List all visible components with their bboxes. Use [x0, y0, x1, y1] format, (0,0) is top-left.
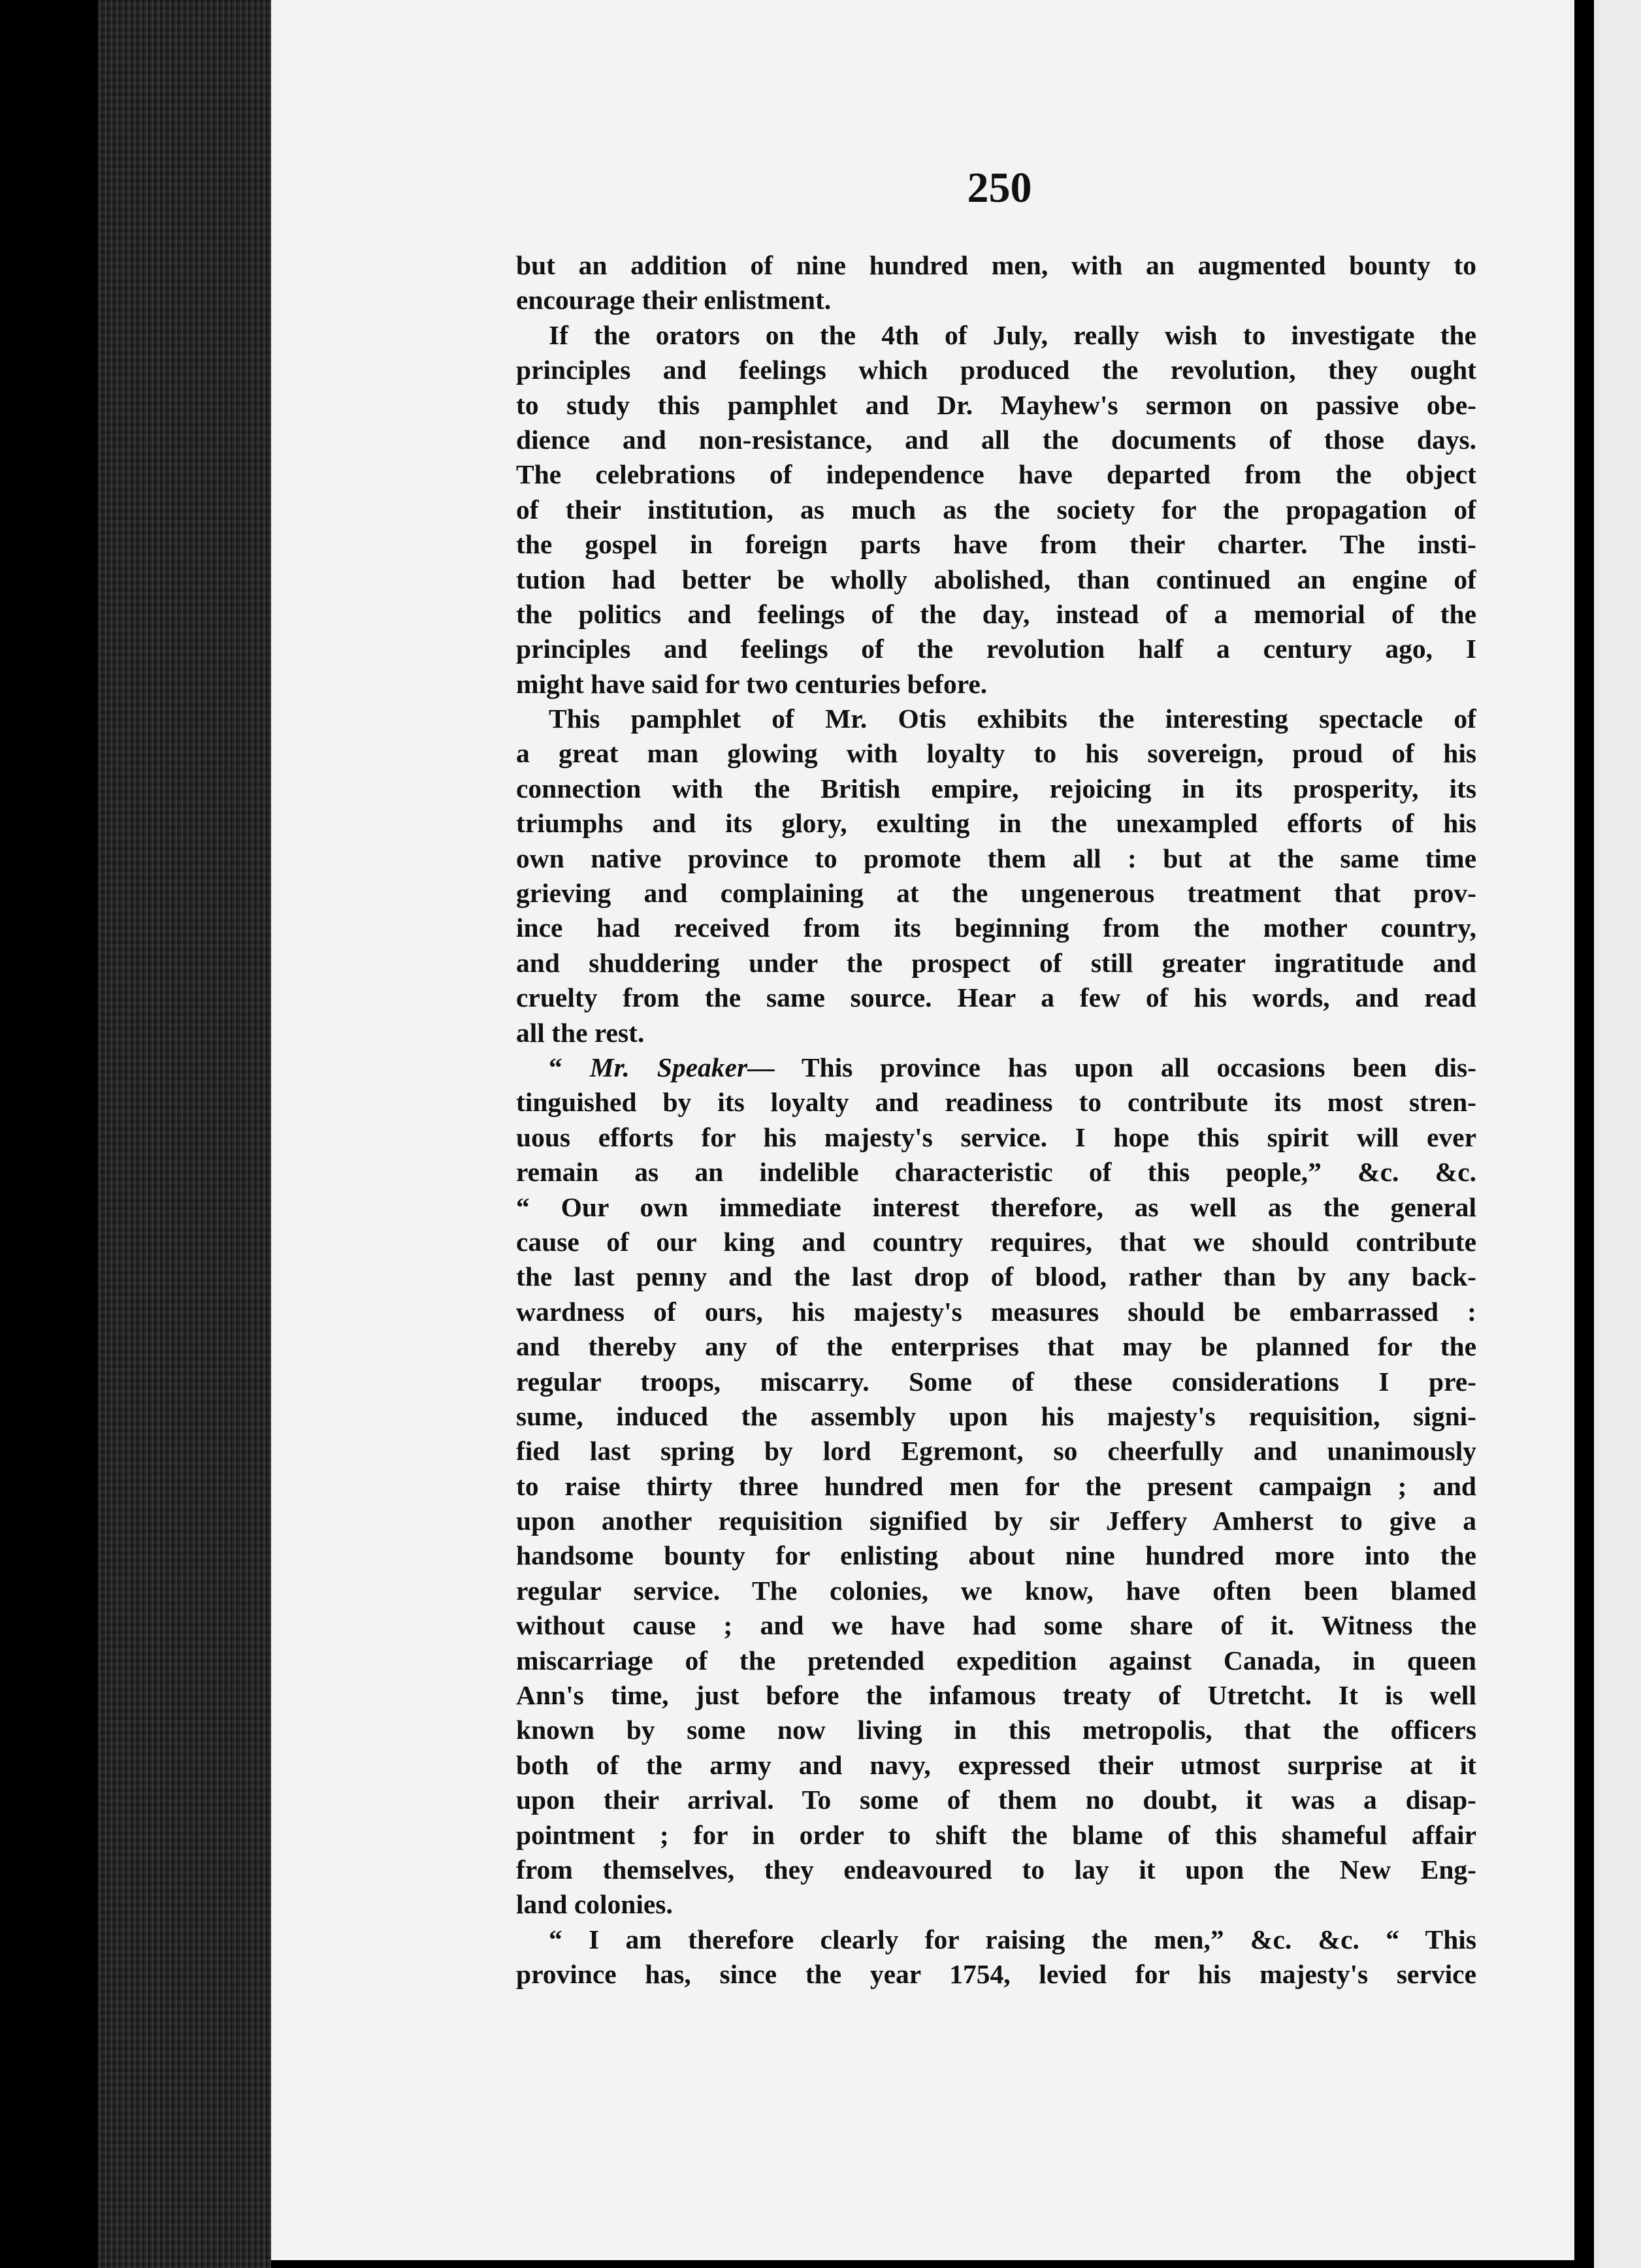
text-line: a great man glowing with loyalty to his sovereign, proud of his	[516, 738, 1476, 769]
text-line: wardness of ours, his majesty's measures should be embarrassed :	[516, 1296, 1476, 1327]
text-line: upon their arrival. To some of them no doubt, it was a disap-	[516, 1785, 1476, 1815]
text-line: tinguished by its loyalty and readiness to contribute its most stren-	[516, 1087, 1476, 1118]
text-line: grieving and complaining at the ungenerous treatment that prov-	[516, 878, 1476, 909]
text-line: the politics and feelings of the day, instead of a memorial of the	[516, 598, 1476, 629]
text-line: and shuddering under the prospect of still greater ingratitude and	[516, 947, 1476, 978]
text-line: dience and non-resistance, and all the documents of those days.	[516, 424, 1476, 455]
text-line: If the orators on the 4th of July, really wish to investigate the	[549, 319, 1476, 350]
text-line: principles and feelings of the revolution half a century ago, I	[516, 634, 1476, 664]
text-line: tution had better be wholly abolished, than continued an engine of	[516, 564, 1476, 594]
text-line: both of the army and navy, expressed their utmost surprise at it	[516, 1749, 1476, 1780]
text-line: upon another requisition signified by sir Jeffery Amherst to give a	[516, 1506, 1476, 1536]
text-line: fied last spring by lord Egremont, so cheerfully and unanimously	[516, 1436, 1476, 1466]
gutter-shadow	[1574, 0, 1594, 2268]
text-line: cruelty from the same source. Hear a few of his words, and read	[516, 982, 1476, 1013]
text-line: pointment ; for in order to shift the blame of this shameful affair	[516, 1819, 1476, 1850]
text-line: from themselves, they endeavoured to lay it upon the New Eng-	[516, 1854, 1476, 1885]
text-line: might have said for two centuries before.	[516, 668, 988, 699]
italic-speaker-label: Mr. Speaker	[589, 1052, 748, 1082]
text-line: principles and feelings which produced the revolution, they ought	[516, 355, 1476, 385]
text-line: connection with the British empire, rejoicing in its prosperity, its	[516, 773, 1476, 803]
text-line: handsome bounty for enlisting about nine hundred more into the	[516, 1540, 1476, 1571]
text-line: regular troops, miscarry. Some of these considerations I pre-	[516, 1366, 1476, 1397]
body-text	[516, 248, 1476, 1992]
text-line: Ann's time, just before the infamous treaty of Utretcht. It is well	[516, 1680, 1476, 1711]
text-line: but an addition of nine hundred men, with an augmented bounty to	[516, 250, 1476, 280]
text-line: encourage their enlistment.	[516, 285, 832, 316]
page-number: 250	[967, 164, 1032, 212]
text-line: the gospel in foreign parts have from their charter. The insti-	[516, 529, 1476, 560]
text-line: own native province to promote them all : but at the same time	[516, 843, 1476, 873]
text-line: ince had received from its beginning from the mother country,	[516, 913, 1476, 943]
text-line: the last penny and the last drop of blood, rather than by any back-	[516, 1261, 1476, 1292]
text-line: to raise thirty three hundred men for the present campaign ; and	[516, 1470, 1476, 1501]
text-line: and thereby any of the enterprises that may be planned for the	[516, 1331, 1476, 1362]
text-line: province has, since the year 1754, levied for his majesty's service	[516, 1959, 1476, 1990]
text-line: to study this pamphlet and Dr. Mayhew's sermon on passive obe-	[516, 389, 1476, 420]
text-line: “ I am therefore clearly for raising the men,” &c. &c. “ This	[549, 1924, 1476, 1954]
text-line: remain as an indelible characteristic of this people,” &c. &c.	[516, 1157, 1476, 1188]
text-line: “ Our own immediate interest therefore, as well as the general	[516, 1191, 1476, 1222]
text-line: This pamphlet of Mr. Otis exhibits the interesting spectacle of	[549, 704, 1476, 734]
text-line: cause of our king and country requires, that we should contribute	[516, 1226, 1476, 1257]
text-line: sume, induced the assembly upon his majesty's requisition, signi-	[516, 1401, 1476, 1431]
text-line: known by some now living in this metropolis, that the officers	[516, 1715, 1476, 1745]
adjacent-page-edge	[1594, 0, 1641, 2268]
text-line: uous efforts for his majesty's service. I hope this spirit will ever	[516, 1122, 1476, 1152]
text-line: The celebrations of independence have departed from the object	[516, 459, 1476, 490]
text-line: triumphs and its glory, exulting in the unexampled efforts of his	[516, 808, 1476, 839]
text-line: of their institution, as much as the society for the propagation of	[516, 494, 1476, 525]
book-page-edges	[98, 0, 271, 2268]
text-line: land colonies.	[516, 1889, 673, 1920]
text-line: without cause ; and we have had some share of it. Witness the	[516, 1610, 1476, 1641]
text-line: regular service. The colonies, we know, have often been blamed	[516, 1575, 1476, 1606]
text-line: all the rest.	[516, 1017, 645, 1048]
text-line: miscarriage of the pretended expedition against Canada, in queen	[516, 1645, 1476, 1676]
text-line: “ Mr. Speaker— This province has upon all occasions been dis-	[549, 1052, 1476, 1082]
